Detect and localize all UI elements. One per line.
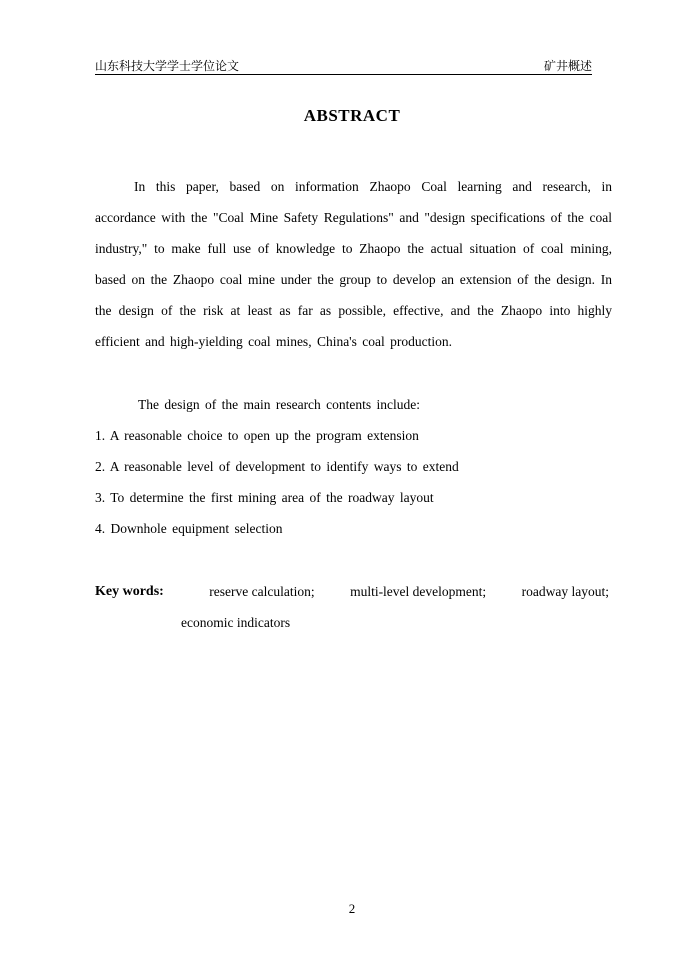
header-divider xyxy=(95,74,592,75)
keyword: economic indicators xyxy=(181,615,291,630)
keywords-label: Key words: xyxy=(95,584,164,599)
research-intro: The design of the main research contents include: xyxy=(138,397,421,412)
abstract-paragraph: In this paper, based on information Zhaopo Coal learning and research, in accordance with the "Coal Mine Safety Regulations" and "design specifications of the coal industry," to make full use of knowledge to Zhaopo the actual situation of coal mining, based on the Zhaopo coal mine under the group to develop an extension of the design. In the design of the risk at least as far as possible, effective, and the Zhaopo into highly efficient and high-yielding coal mines, China's coal production. xyxy=(95,179,612,349)
page-number: 2 xyxy=(348,901,356,916)
list-item: 2. A reasonable level of development to identify ways to extend xyxy=(95,459,459,474)
header-thesis-title: 山东科技大学学士学位论文 xyxy=(95,59,240,73)
page-title: ABSTRACT xyxy=(303,106,401,125)
keyword: roadway layout; xyxy=(521,584,609,599)
list-item: 4. Downhole equipment selection xyxy=(95,521,283,536)
keywords-section xyxy=(95,576,609,638)
keyword: reserve calculation; xyxy=(209,584,315,599)
research-contents-list xyxy=(95,420,459,544)
list-item: 1. A reasonable choice to open up the program extension xyxy=(95,428,419,443)
page-header xyxy=(95,58,592,74)
header-chapter-title: 矿井概述 xyxy=(543,59,592,73)
keyword: multi-level development; xyxy=(350,584,487,599)
list-item: 3. To determine the first mining area of the roadway layout xyxy=(95,490,434,505)
